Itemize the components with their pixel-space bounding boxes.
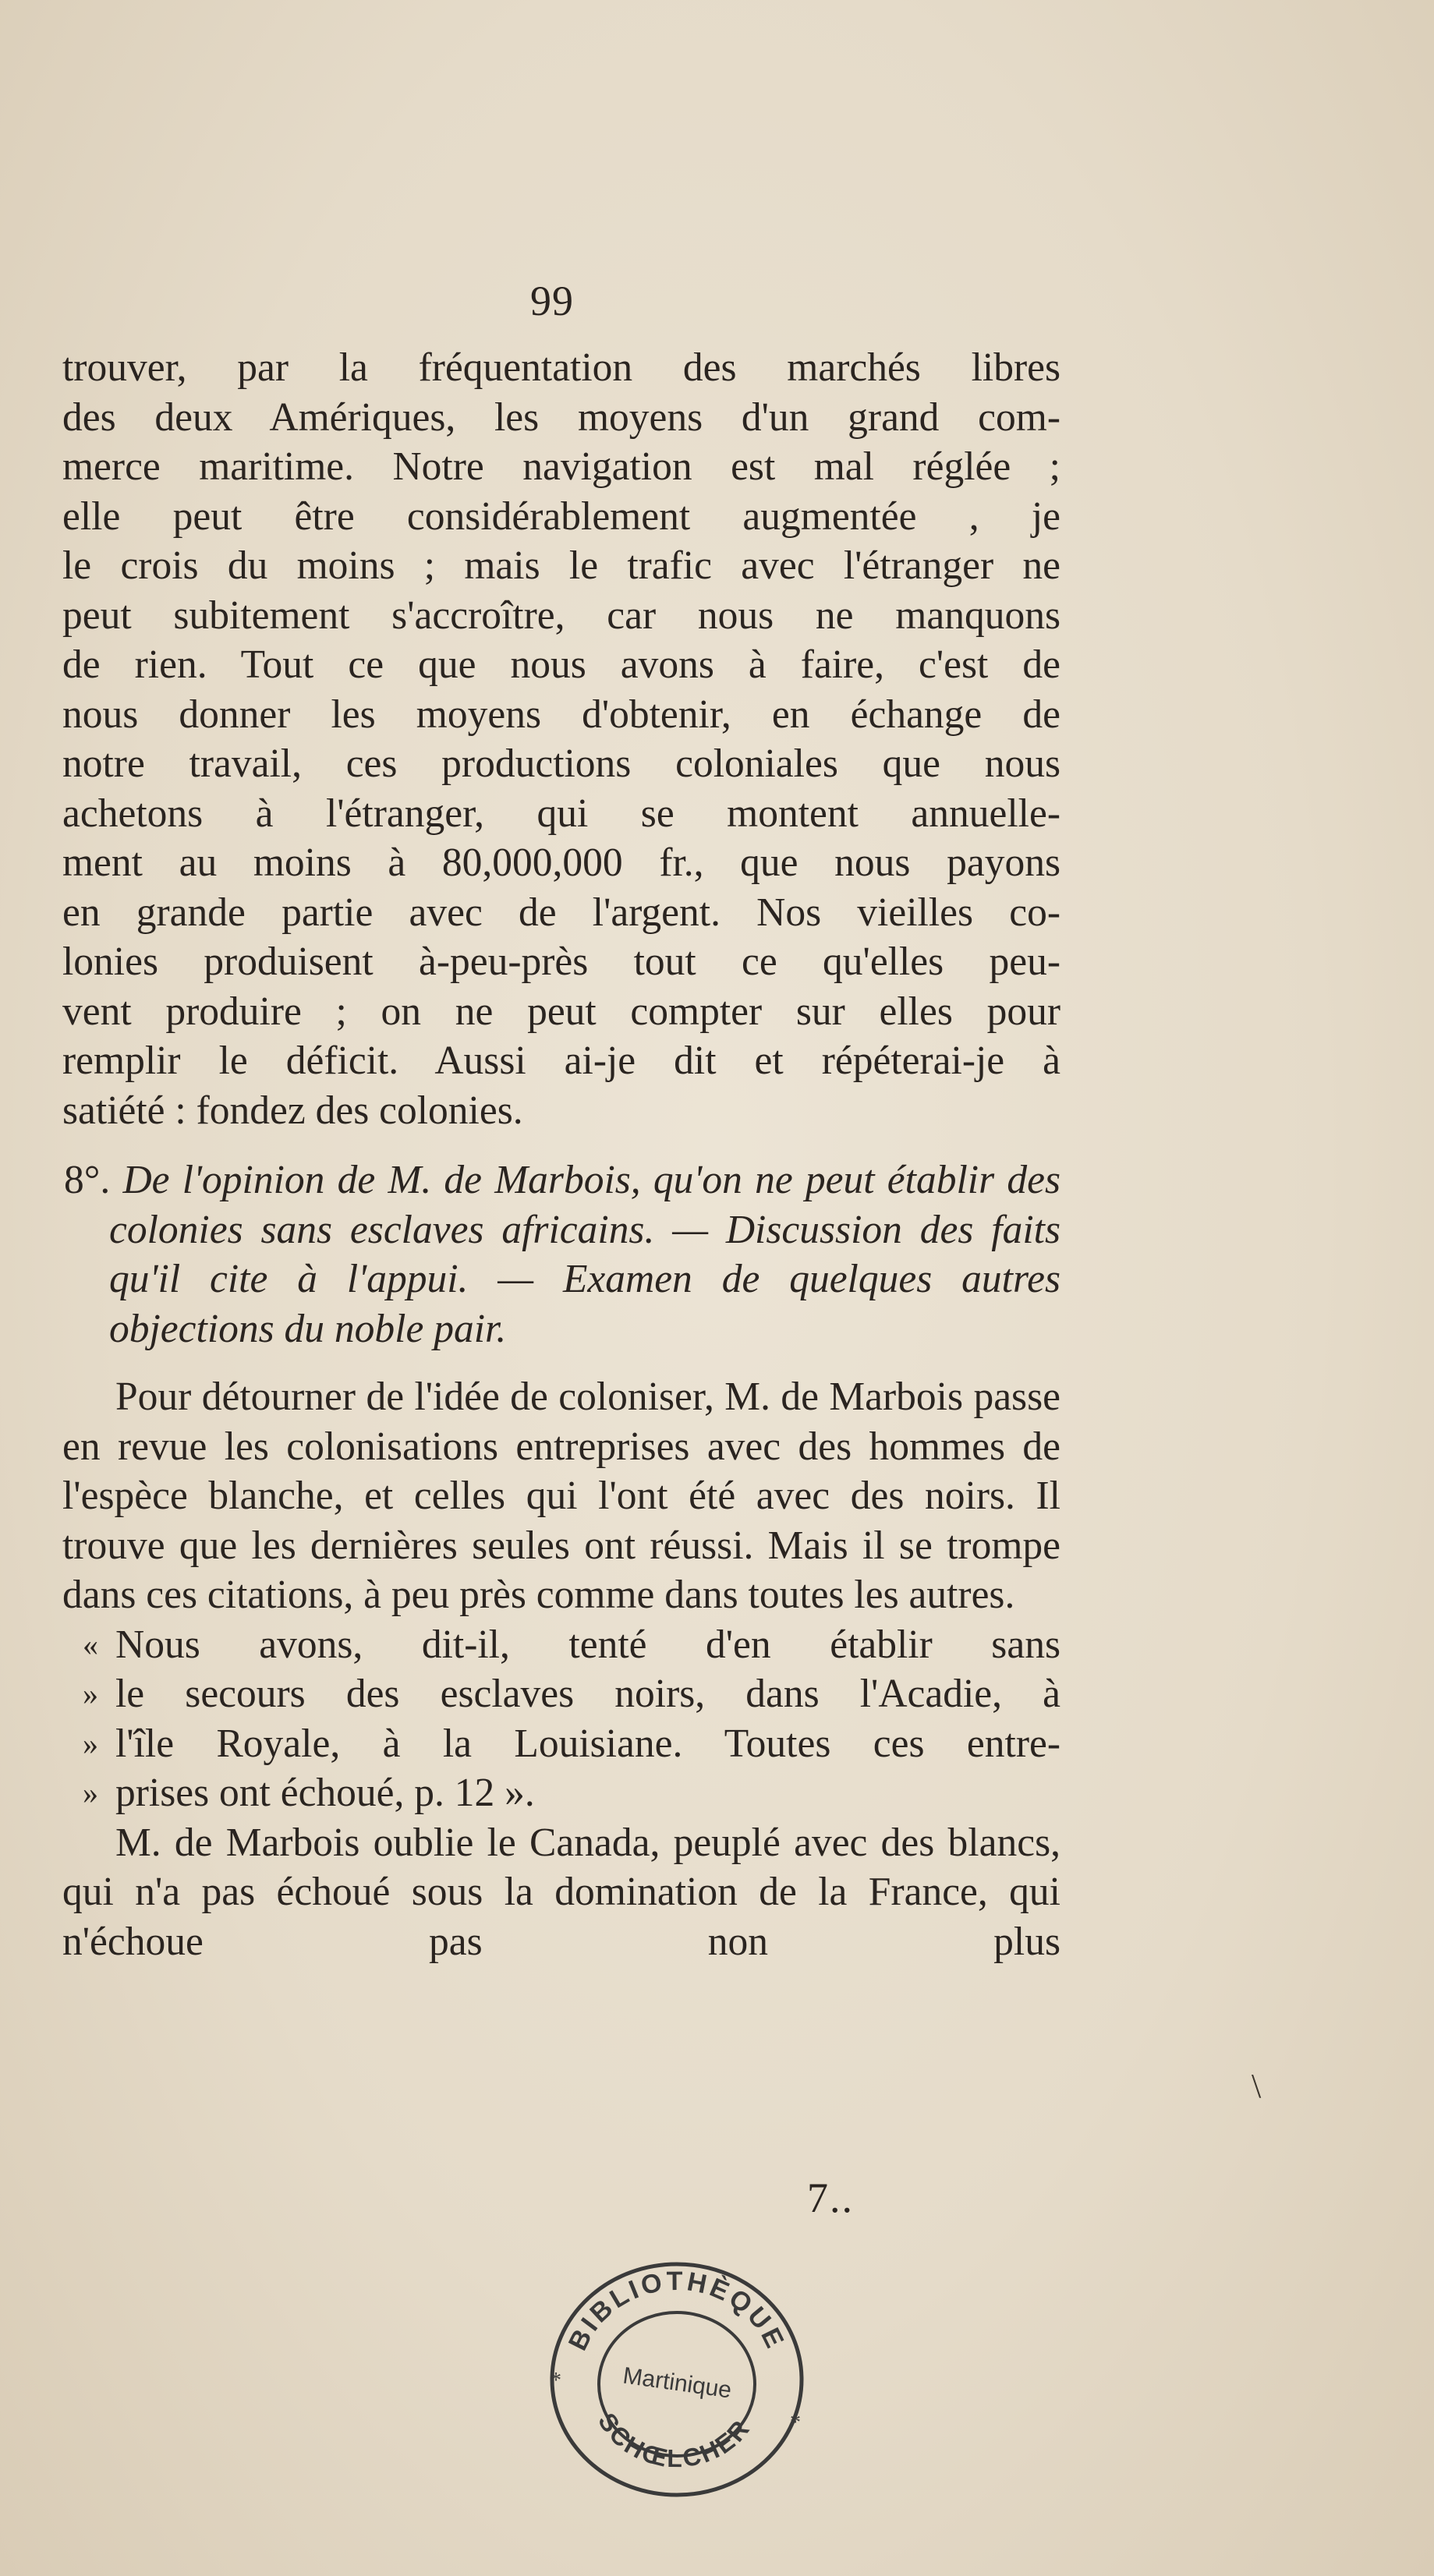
para1-line: vent produire ; on ne peut compter sur elles pour xyxy=(62,989,1060,1034)
stamp-bottom-text: SCHŒLCHER xyxy=(593,2408,756,2473)
section-title: De l'opinion de M. de Marbois, qu'on ne peut établir des colonies sans esclaves africains. — Discussion des faits qu'il cite à l'appui. — Examen de quelques autres objections du noble pair. xyxy=(109,1158,1060,1351)
para1-line: lonies produisent à-peu-près tout ce qu'elles peu- xyxy=(62,939,1060,984)
para1-line: en grande partie avec de l'argent. Nos vieilles co- xyxy=(62,890,1060,935)
signature-mark: 7.. xyxy=(807,2174,854,2221)
para1-line: le crois du moins ; mais le trafic avec l'étranger ne xyxy=(62,543,1060,588)
para1-line: achetons à l'étranger, qui se montent annuelle- xyxy=(62,791,1060,836)
text-block xyxy=(62,343,1060,1966)
quote-line xyxy=(62,1669,1060,1719)
quote-text: prises ont échoué, p. 12 ». xyxy=(115,1771,535,1815)
stamp-center-text: Martinique xyxy=(621,2362,734,2404)
quote-line xyxy=(62,1620,1060,1670)
paragraph: M. de Marbois oublie le Canada, peuplé avec des blancs, qui n'a pas échoué sous la domination de la France, qui n'échoue pas non plus xyxy=(62,1820,1060,1964)
para1-line: satiété : fondez des colonies. xyxy=(62,1088,523,1133)
quote-line xyxy=(62,1768,1060,1818)
stamp-top-text: BIBLIOTHÈQUE xyxy=(562,2266,791,2355)
para1-line: des deux Amériques, les moyens d'un grand com- xyxy=(62,395,1060,440)
page-number: 99 xyxy=(530,278,574,324)
quote-mark: « xyxy=(83,1626,98,1662)
star-icon: * xyxy=(551,2369,561,2393)
quotation xyxy=(62,1620,1060,1818)
section-heading xyxy=(62,1155,1060,1353)
paragraph: Pour détourner de l'idée de coloniser, M. de Marbois passe en revue les colonisations entreprises avec des hommes de l'espèce blanche, et celles qui l'ont été avec des noirs. Il trouve que les dernières seules ont réussi. Mais il se trompe dans ces citations, à peu près comme dans toutes les autres. xyxy=(62,1375,1060,1617)
quote-mark: » xyxy=(83,1725,98,1761)
quote-text: l'île Royale, à la Louisiane. Toutes ces entre- xyxy=(115,1721,1060,1766)
para1-line: de rien. Tout ce que nous avons à faire, c'est de xyxy=(62,642,1060,687)
para1-line: nous donner les moyens d'obtenir, en échange de xyxy=(62,692,1060,737)
section-number: 8°. xyxy=(64,1158,111,1202)
paragraph-continued xyxy=(62,343,1060,1135)
para1-line: remplir le déficit. Aussi ai-je dit et répéterai-je à xyxy=(62,1039,1060,1083)
quote-text: Nous avons, dit-il, tenté d'en établir sans xyxy=(115,1622,1060,1667)
quote-line xyxy=(62,1719,1060,1769)
para1-line: trouver, par la fréquentation des marchés libres xyxy=(62,345,1060,390)
library-stamp xyxy=(521,2245,825,2503)
quote-mark: » xyxy=(83,1775,98,1810)
para1-line: peut subitement s'accroître, car nous ne manquons xyxy=(62,593,1060,638)
stray-pen-mark: \ xyxy=(1252,2067,1262,2105)
quote-mark: » xyxy=(83,1676,98,1711)
star-icon: * xyxy=(790,2411,801,2435)
para1-line: elle peut être considérablement augmentée , je xyxy=(62,494,1060,539)
para1-line: ment au moins à 80,000,000 fr., que nous payons xyxy=(62,840,1060,885)
para1-line: merce maritime. Notre navigation est mal réglée ; xyxy=(62,444,1060,489)
quote-text: le secours des esclaves noirs, dans l'Acadie, à xyxy=(115,1672,1060,1716)
para1-line: notre travail, ces productions coloniales que nous xyxy=(62,741,1060,786)
